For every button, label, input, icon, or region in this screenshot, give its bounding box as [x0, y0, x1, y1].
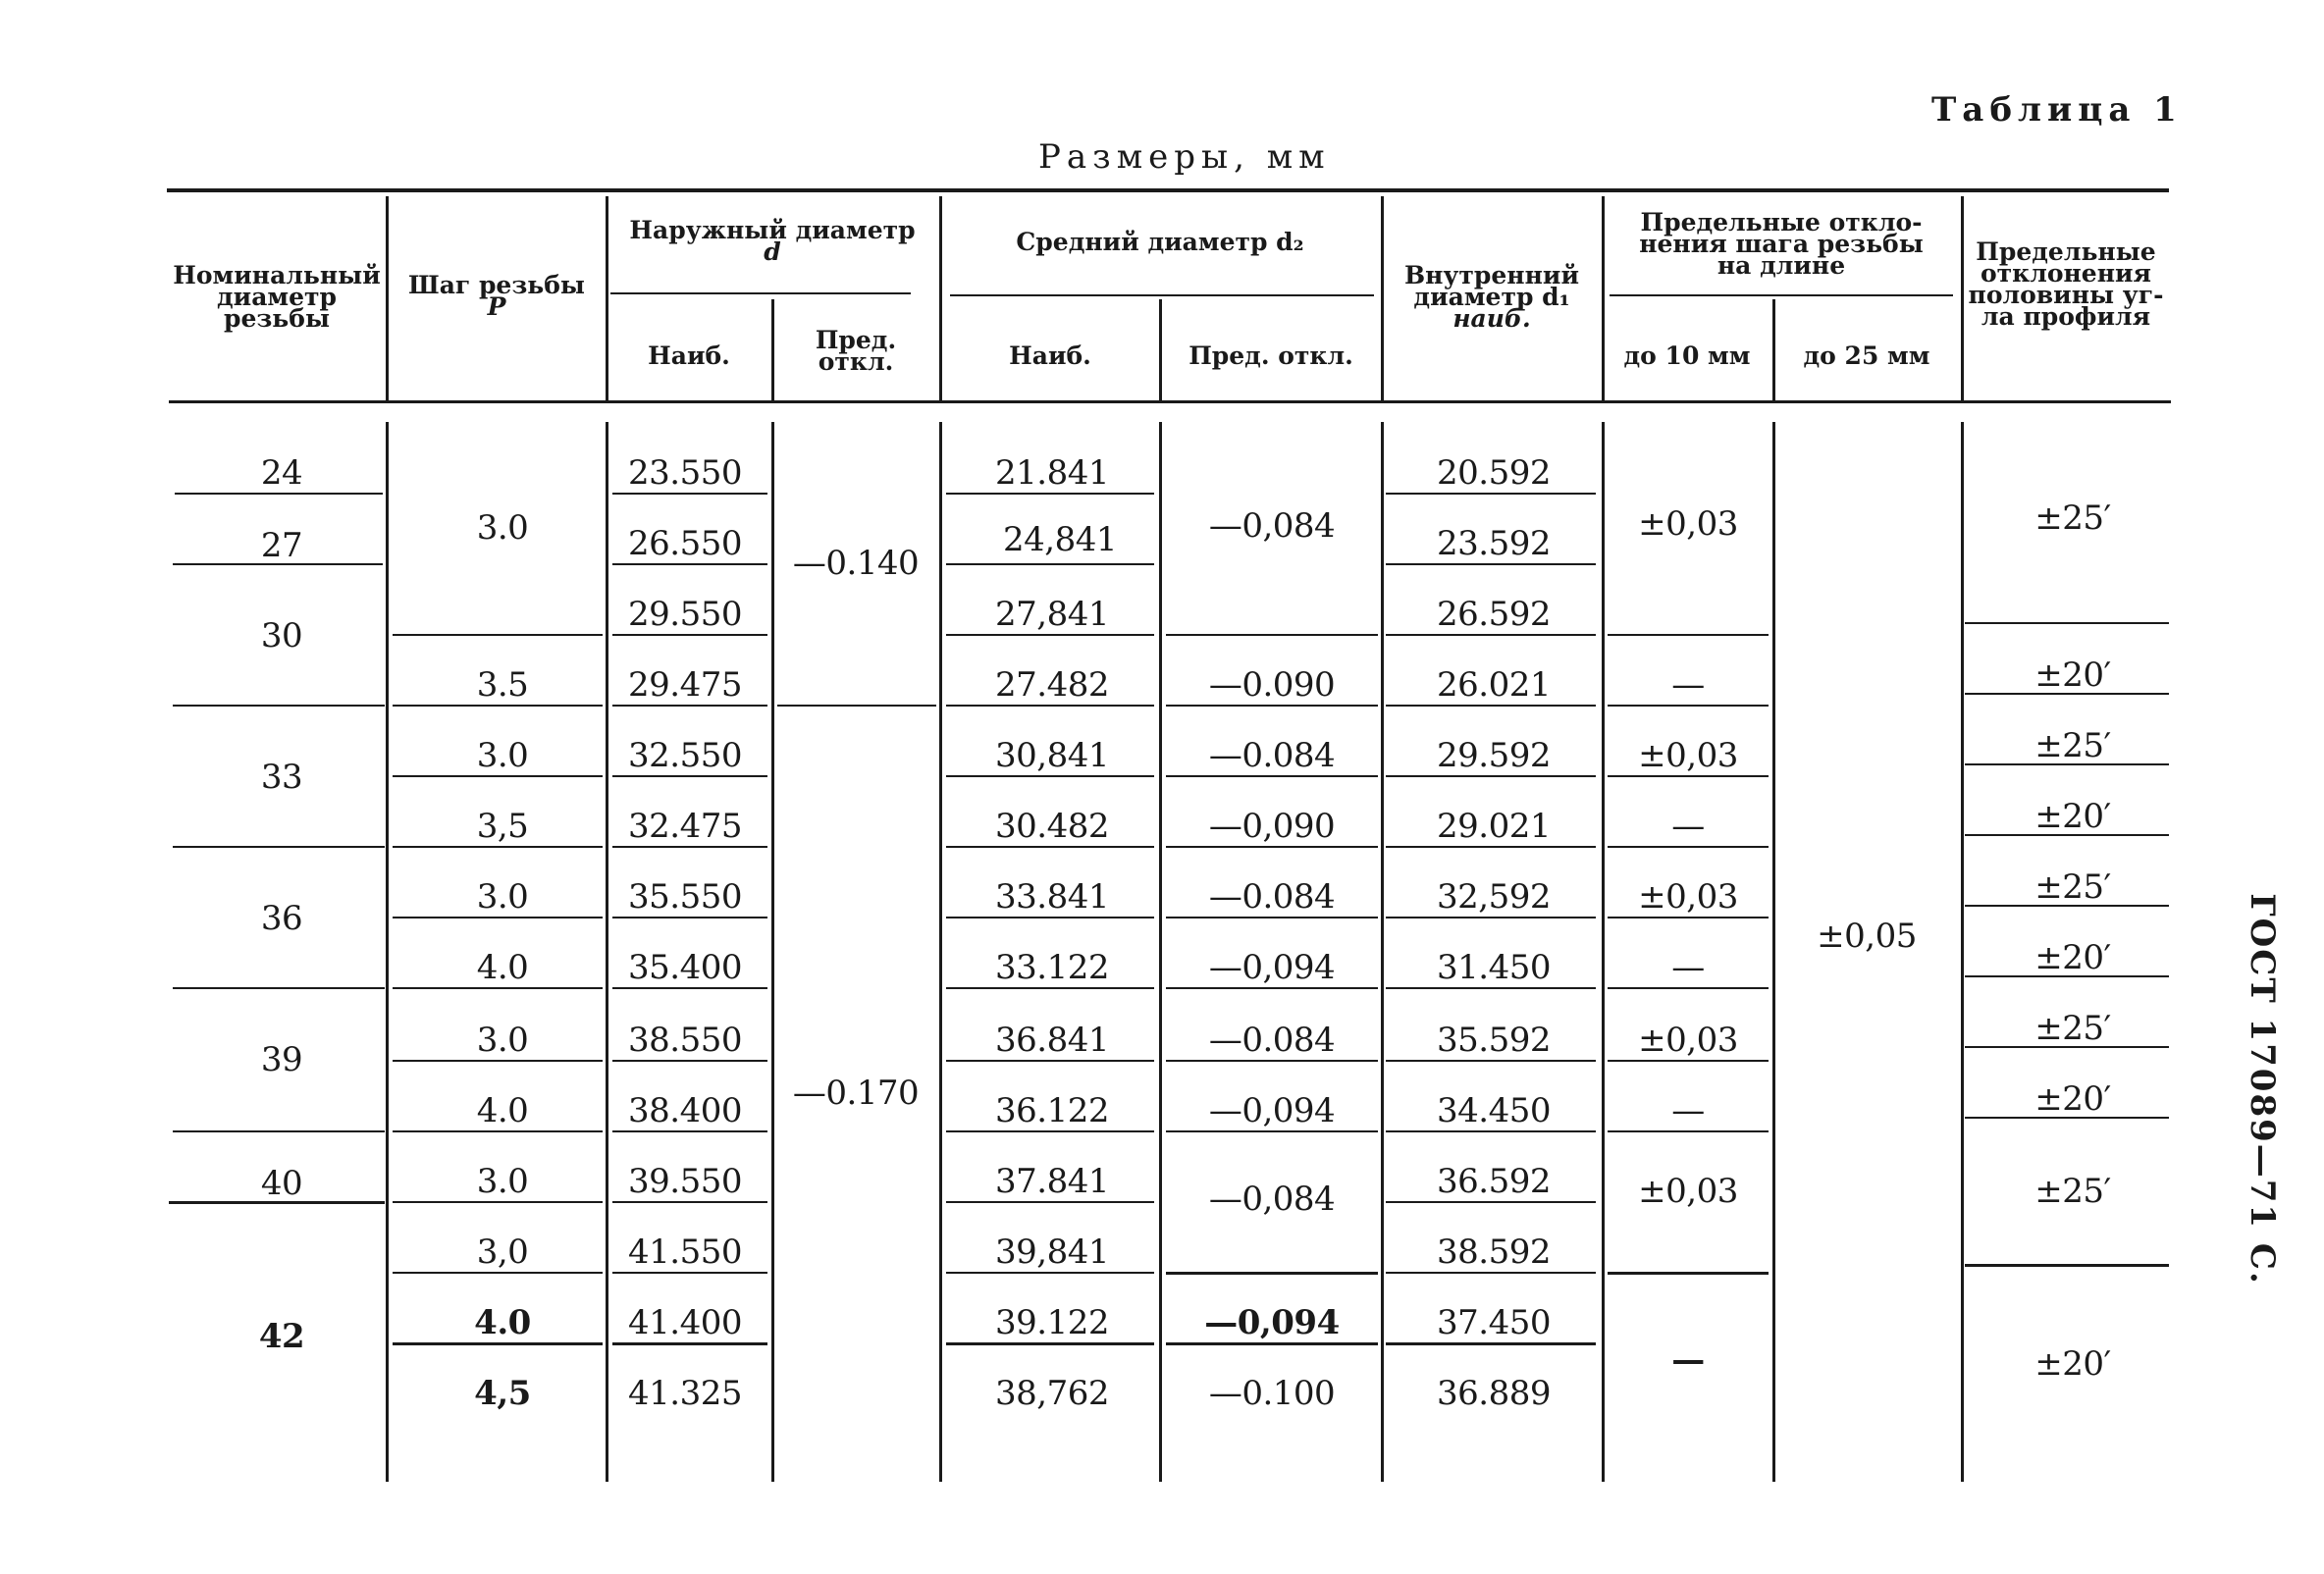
half-angle-cell: ±25′ — [2034, 726, 2111, 765]
body-col-rule — [386, 422, 389, 1482]
row-rule — [946, 775, 1154, 777]
pitch-deviation-10-cell: ±0,03 — [1638, 504, 1738, 544]
inner-diameter-cell: 32,592 — [1437, 877, 1551, 917]
mid-diameter-cell: 39,841 — [995, 1233, 1109, 1272]
header-line: ла профиля — [1981, 302, 2151, 331]
outer-diameter-cell: 41.400 — [628, 1303, 742, 1342]
mid-tolerance-cell: —0,094 — [1204, 1303, 1340, 1342]
half-angle-cell: ±25′ — [2034, 1172, 2111, 1211]
row-rule — [946, 563, 1154, 565]
pitch-cell: 4.0 — [474, 1303, 531, 1342]
row-rule — [1386, 775, 1596, 777]
row-rule — [612, 987, 767, 989]
header-col-rule — [771, 299, 774, 400]
header-mid-diameter: Средний диаметр d₂ — [1016, 228, 1304, 256]
mid-tolerance-cell: —0,084 — [1208, 1180, 1336, 1219]
row-rule — [393, 917, 603, 918]
pitch-cell: 4.0 — [476, 1091, 529, 1130]
row-rule — [1386, 846, 1596, 848]
pitch-cell: 3.0 — [476, 1162, 529, 1201]
mid-diameter-cell: 36.841 — [995, 1021, 1109, 1060]
mid-tolerance-cell: —0.100 — [1208, 1374, 1336, 1413]
body-col-rule — [1602, 422, 1605, 1482]
row-rule — [612, 1130, 767, 1132]
header-outer-diameter — [629, 216, 916, 266]
row-rule — [1386, 1201, 1596, 1203]
row-rule — [612, 846, 767, 848]
header-line: Номинальный — [173, 261, 381, 289]
outer-diameter-cell: 41.550 — [628, 1233, 742, 1272]
header-line: Предельные — [1976, 237, 2156, 266]
header-line: Шаг резьбы — [408, 271, 585, 299]
half-angle-cell: ±20′ — [2034, 938, 2111, 977]
header-line: Предельные откло- — [1640, 208, 1923, 236]
row-rule — [393, 1060, 603, 1062]
header-col-rule — [1961, 196, 1964, 400]
header-col-rule — [1602, 196, 1605, 400]
mid-tolerance-cell: —0,094 — [1208, 948, 1336, 987]
row-rule — [612, 634, 767, 636]
row-rule — [1166, 1130, 1378, 1132]
row-rule — [1386, 1342, 1596, 1345]
pitch-deviation-10-cell: — — [1671, 665, 1705, 705]
header-col-rule — [1381, 196, 1384, 400]
body-col-rule — [1961, 422, 1964, 1482]
mid-tolerance-cell: —0.084 — [1208, 877, 1336, 917]
pitch-cell: 3.0 — [476, 508, 529, 548]
header-col-rule — [1772, 299, 1775, 400]
pitch-cell: 3.0 — [476, 1021, 529, 1060]
inner-diameter-cell: 36.592 — [1437, 1162, 1551, 1201]
mid-diameter-cell: 38,762 — [995, 1374, 1109, 1413]
row-rule — [1386, 705, 1596, 707]
header-col-rule — [939, 196, 942, 400]
header-line: Наружный диаметр — [629, 216, 916, 244]
mid-diameter-cell: 27,841 — [995, 595, 1109, 634]
header-line: диаметр — [217, 283, 337, 311]
row-rule — [1608, 775, 1769, 777]
row-rule — [946, 987, 1154, 989]
outer-diameter-cell: 29.550 — [628, 595, 742, 634]
row-rule — [173, 705, 385, 707]
nominal-diameter-cell: 30 — [260, 616, 303, 656]
half-angle-cell: ±20′ — [2034, 1079, 2111, 1119]
header-bottom-rule — [169, 400, 2171, 403]
row-rule — [393, 1130, 603, 1132]
pitch-deviation-25-cell: ±0,05 — [1817, 917, 1917, 956]
mid-tolerance-cell: —0.084 — [1208, 1021, 1336, 1060]
row-rule — [1608, 846, 1769, 848]
pitch-deviation-10-cell: — — [1671, 1091, 1705, 1130]
outer-tolerance-cell: —0.140 — [792, 544, 920, 583]
header-col-rule — [386, 196, 389, 400]
mid-diameter-cell: 27.482 — [995, 665, 1109, 705]
half-angle-cell: ±25′ — [2034, 1009, 2111, 1048]
nominal-diameter-cell: 40 — [260, 1164, 303, 1203]
outer-diameter-cell: 26.550 — [628, 524, 742, 563]
pitch-deviation-10-cell: — — [1671, 1340, 1705, 1380]
header-line: на длине — [1717, 251, 1846, 280]
row-rule — [1166, 1342, 1378, 1345]
row-rule — [946, 634, 1154, 636]
row-rule — [946, 493, 1154, 495]
row-rule — [946, 1060, 1154, 1062]
row-rule — [1166, 775, 1378, 777]
mid-diameter-cell: 30,841 — [995, 736, 1109, 775]
row-rule — [173, 987, 385, 989]
row-rule — [1166, 705, 1378, 707]
row-rule — [1386, 563, 1596, 565]
row-rule — [173, 1130, 385, 1132]
header-half-angle — [1968, 237, 2164, 331]
row-rule — [1965, 622, 2169, 624]
mid-tolerance-cell: —0,084 — [1208, 506, 1336, 546]
row-rule — [1386, 1060, 1596, 1062]
row-rule — [1386, 1272, 1596, 1274]
nominal-diameter-cell: 33 — [260, 758, 303, 797]
header-outer-max: Наиб. — [648, 341, 730, 370]
row-rule — [1386, 634, 1596, 636]
mid-diameter-cell: 33.122 — [995, 948, 1109, 987]
body-col-rule — [1381, 422, 1384, 1482]
nominal-diameter-cell: 36 — [260, 899, 303, 938]
row-rule — [175, 493, 383, 495]
mid-tolerance-cell: —0.090 — [1208, 665, 1336, 705]
inner-diameter-cell: 26.592 — [1437, 595, 1551, 634]
body-col-rule — [771, 422, 774, 1482]
mid-diameter-cell: 36.122 — [995, 1091, 1109, 1130]
row-rule — [1608, 987, 1769, 989]
pitch-deviation-10-cell: — — [1671, 807, 1705, 846]
outer-diameter-cell: 29.475 — [628, 665, 742, 705]
header-line: резьбы — [223, 304, 331, 333]
pitch-cell: 3,5 — [476, 807, 529, 846]
header-mid-max: Наиб. — [1009, 341, 1091, 370]
header-line: откл. — [818, 347, 894, 376]
inner-diameter-cell: 35.592 — [1437, 1021, 1551, 1060]
inner-diameter-cell: 23.592 — [1437, 524, 1551, 563]
table-caption: Размеры, мм — [1038, 137, 1331, 177]
row-rule — [777, 705, 936, 707]
row-rule — [946, 1342, 1154, 1345]
mid-diameter-cell: 21.841 — [995, 453, 1109, 493]
row-rule — [612, 1342, 767, 1345]
outer-diameter-cell: 38.550 — [628, 1021, 742, 1060]
row-rule — [393, 987, 603, 989]
inner-diameter-cell: 26.021 — [1437, 665, 1551, 705]
half-angle-cell: ±20′ — [2034, 1344, 2111, 1384]
mid-tolerance-cell: —0.084 — [1208, 736, 1336, 775]
outer-diameter-cell: 35.550 — [628, 877, 742, 917]
inner-diameter-cell: 29.021 — [1437, 807, 1551, 846]
row-rule — [946, 1201, 1154, 1203]
pitch-deviation-10-cell: ±0,03 — [1638, 736, 1738, 775]
row-rule — [393, 1201, 603, 1203]
nominal-diameter-cell: 42 — [258, 1317, 305, 1356]
mid-diameter-cell: 37.841 — [995, 1162, 1109, 1201]
row-rule — [1166, 634, 1378, 636]
inner-diameter-cell: 29.592 — [1437, 736, 1551, 775]
row-rule — [1386, 987, 1596, 989]
row-rule — [1608, 1272, 1769, 1275]
header-inner-diameter — [1404, 261, 1579, 333]
pitch-cell: 3,0 — [476, 1233, 529, 1272]
row-rule — [1608, 705, 1769, 707]
header-line: диаметр d₁ — [1413, 283, 1570, 311]
half-angle-cell: ±20′ — [2034, 656, 2111, 695]
row-rule — [946, 1272, 1154, 1274]
row-rule — [946, 846, 1154, 848]
mid-tolerance-cell: —0,090 — [1208, 807, 1336, 846]
header-col-rule — [1159, 299, 1162, 400]
row-rule — [393, 1342, 603, 1345]
header-line: d — [764, 237, 781, 266]
row-rule — [612, 1272, 767, 1274]
outer-diameter-cell: 32.550 — [628, 736, 742, 775]
inner-diameter-cell: 38.592 — [1437, 1233, 1551, 1272]
pitch-cell: 4,5 — [474, 1374, 531, 1413]
mid-diameter-cell: 24,841 — [1003, 520, 1117, 559]
header-subrule — [950, 294, 1374, 296]
pitch-deviation-10-cell: ±0,03 — [1638, 877, 1738, 917]
row-rule — [612, 493, 767, 495]
row-rule — [1608, 634, 1769, 636]
row-rule — [393, 705, 603, 707]
half-angle-cell: ±25′ — [2034, 867, 2111, 907]
row-rule — [1965, 1264, 2169, 1267]
outer-tolerance-cell: —0.170 — [792, 1074, 920, 1113]
outer-diameter-cell: 38.400 — [628, 1091, 742, 1130]
pitch-cell: 3.0 — [476, 877, 529, 917]
header-nominal — [173, 261, 381, 333]
body-col-rule — [939, 422, 942, 1482]
nominal-diameter-cell: 39 — [260, 1040, 303, 1079]
standard-code: ГОСТ 17089—71 С. — [2243, 893, 2282, 1285]
row-rule — [1386, 1130, 1596, 1132]
row-rule — [1166, 987, 1378, 989]
row-rule — [1608, 1060, 1769, 1062]
row-rule — [612, 705, 767, 707]
row-rule — [612, 917, 767, 918]
header-line: наиб. — [1452, 304, 1531, 333]
nominal-diameter-cell: 27 — [260, 526, 303, 565]
header-line: Пред. — [815, 326, 897, 354]
body-col-rule — [1772, 422, 1775, 1482]
header-line: отклонения — [1980, 259, 2152, 288]
body-col-rule — [606, 422, 608, 1482]
outer-diameter-cell: 23.550 — [628, 453, 742, 493]
row-rule — [1386, 917, 1596, 918]
pitch-deviation-10-cell: ±0,03 — [1638, 1172, 1738, 1211]
half-angle-cell: ±20′ — [2034, 797, 2111, 836]
inner-diameter-cell: 37.450 — [1437, 1303, 1551, 1342]
header-pitch — [408, 271, 585, 321]
mid-diameter-cell: 30.482 — [995, 807, 1109, 846]
row-rule — [1608, 917, 1769, 918]
row-rule — [393, 775, 603, 777]
header-upto10: до 10 мм — [1623, 341, 1751, 370]
row-rule — [946, 1130, 1154, 1132]
inner-diameter-cell: 31.450 — [1437, 948, 1551, 987]
header-mid-tol: Пред. откл. — [1188, 341, 1353, 370]
half-angle-cell: ±25′ — [2034, 498, 2111, 538]
pitch-deviation-10-cell: ±0,03 — [1638, 1021, 1738, 1060]
outer-diameter-cell: 32.475 — [628, 807, 742, 846]
table-label: Таблица 1 — [1931, 90, 2183, 130]
row-rule — [946, 705, 1154, 707]
mid-diameter-cell: 33.841 — [995, 877, 1109, 917]
header-line: P — [487, 292, 506, 321]
header-col-rule — [606, 196, 608, 400]
pitch-cell: 4.0 — [476, 948, 529, 987]
header-subrule — [1610, 294, 1953, 296]
row-rule — [612, 1201, 767, 1203]
mid-tolerance-cell: —0,094 — [1208, 1091, 1336, 1130]
body-col-rule — [1159, 422, 1162, 1482]
row-rule — [946, 917, 1154, 918]
mid-diameter-cell: 39.122 — [995, 1303, 1109, 1342]
outer-diameter-cell: 39.550 — [628, 1162, 742, 1201]
header-upto25: до 25 мм — [1803, 341, 1930, 370]
row-rule — [612, 775, 767, 777]
header-subrule — [610, 292, 911, 294]
row-rule — [1166, 1060, 1378, 1062]
row-rule — [1166, 1272, 1378, 1275]
row-rule — [393, 846, 603, 848]
row-rule — [393, 1272, 603, 1274]
pitch-cell: 3.5 — [476, 665, 529, 705]
pitch-cell: 3.0 — [476, 736, 529, 775]
inner-diameter-cell: 34.450 — [1437, 1091, 1551, 1130]
header-line: нения шага резьбы — [1639, 230, 1924, 258]
outer-diameter-cell: 41.325 — [628, 1374, 742, 1413]
header-pitch-deviation — [1639, 208, 1924, 280]
outer-diameter-cell: 35.400 — [628, 948, 742, 987]
row-rule — [1166, 917, 1378, 918]
header-line: Внутренний — [1404, 261, 1579, 289]
nominal-diameter-cell: 24 — [260, 453, 303, 493]
header-outer-tol — [815, 326, 897, 376]
pitch-deviation-10-cell: — — [1671, 948, 1705, 987]
row-rule — [173, 846, 385, 848]
header-line: половины уг- — [1968, 281, 2164, 309]
row-rule — [1166, 846, 1378, 848]
row-rule — [1608, 1130, 1769, 1132]
top-rule — [167, 188, 2169, 192]
inner-diameter-cell: 20.592 — [1437, 453, 1551, 493]
inner-diameter-cell: 36.889 — [1437, 1374, 1551, 1413]
row-rule — [612, 1060, 767, 1062]
row-rule — [1386, 493, 1596, 495]
row-rule — [393, 634, 603, 636]
row-rule — [612, 563, 767, 565]
